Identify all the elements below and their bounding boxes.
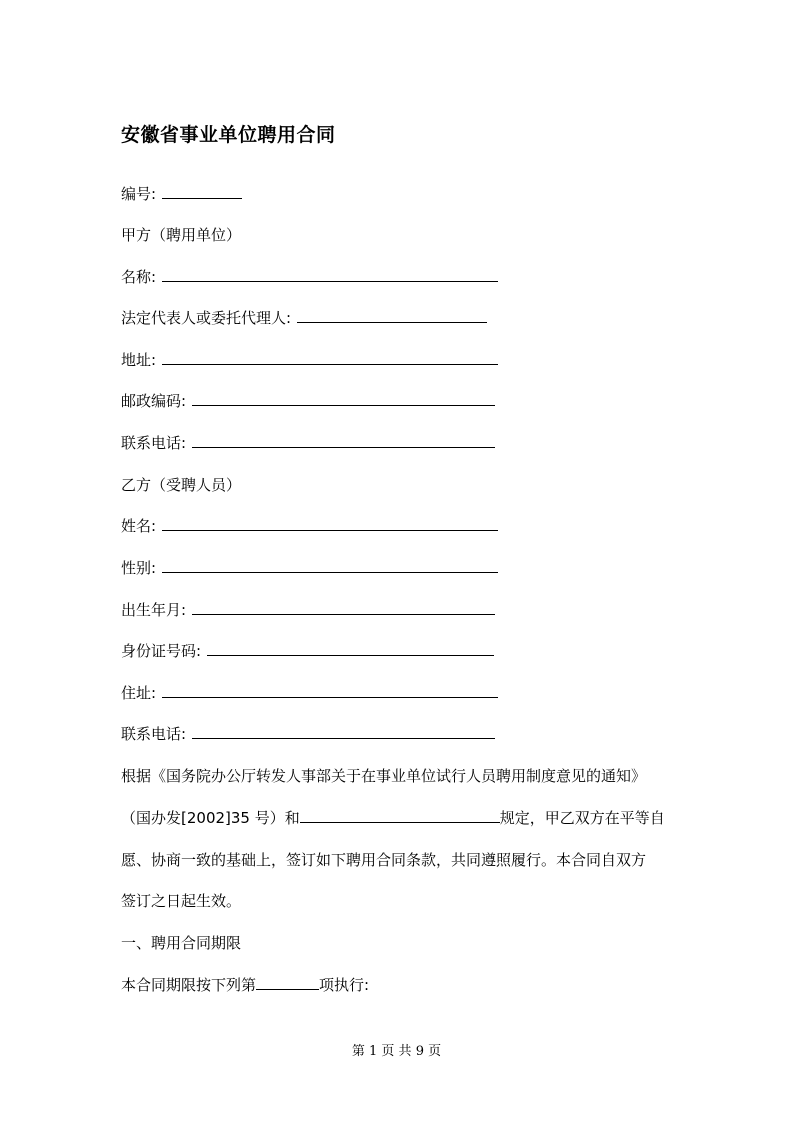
party-b-address-label: 住址: xyxy=(121,684,157,702)
party-b-address-row xyxy=(121,682,498,704)
party-b-birth-field[interactable] xyxy=(192,599,495,615)
party-b-birth-row xyxy=(121,599,495,621)
party-b-phone-field[interactable] xyxy=(192,723,495,739)
paragraph-1-line-3: 愿、协商一致的基础上，签订如下聘用合同条款，共同遵照履行。本合同自双方 xyxy=(121,851,647,869)
party-a-heading: 甲方（聘用单位） xyxy=(121,226,242,244)
party-a-name-row xyxy=(121,266,498,288)
party-b-birth-label: 出生年月: xyxy=(121,601,187,619)
party-a-postcode-field[interactable] xyxy=(192,390,495,406)
party-b-name-row xyxy=(121,515,498,537)
regulation-field[interactable] xyxy=(300,807,500,823)
paragraph-1-line-2-part-1: （国办发[2002]35 号）和 xyxy=(121,809,300,827)
party-b-phone-label: 联系电话: xyxy=(121,725,187,743)
party-a-address-label: 地址: xyxy=(121,351,157,369)
section-1-line-1-part-1: 本合同期限按下列第 xyxy=(121,976,257,994)
party-a-address-row xyxy=(121,349,498,371)
party-b-gender-row xyxy=(121,557,498,579)
section-1-line-1 xyxy=(121,974,369,996)
party-b-gender-label: 性别: xyxy=(121,559,157,577)
paragraph-1-line-1: 根据《国务院办公厅转发人事部关于在事业单位试行人员聘用制度意见的通知》 xyxy=(121,767,647,785)
party-a-rep-field[interactable] xyxy=(297,307,487,323)
party-a-name-field[interactable] xyxy=(162,266,498,282)
paragraph-1-line-2 xyxy=(121,807,665,829)
paragraph-1-line-2-part-2: 规定，甲乙双方在平等自 xyxy=(499,809,665,827)
paragraph-1-line-4: 签订之日起生效。 xyxy=(121,892,242,910)
party-b-id-row xyxy=(121,640,494,662)
section-1-heading: 一、聘用合同期限 xyxy=(121,934,242,952)
party-a-phone-row xyxy=(121,432,495,454)
term-option-field[interactable] xyxy=(256,974,319,990)
party-a-name-label: 名称: xyxy=(121,268,157,286)
party-a-phone-field[interactable] xyxy=(192,432,495,448)
party-a-phone-label: 联系电话: xyxy=(121,434,187,452)
document-title: 安徽省事业单位聘用合同 xyxy=(121,124,336,146)
party-a-postcode-label: 邮政编码: xyxy=(121,392,187,410)
party-b-gender-field[interactable] xyxy=(162,557,498,573)
party-b-phone-row xyxy=(121,723,495,745)
page-footer: 第 1 页 共 9 页 xyxy=(351,1044,442,1059)
contract-number-row xyxy=(121,183,242,205)
party-b-heading: 乙方（受聘人员） xyxy=(121,476,242,494)
contract-number-field[interactable] xyxy=(162,183,242,199)
party-a-address-field[interactable] xyxy=(162,349,498,365)
party-b-name-label: 姓名: xyxy=(121,517,157,535)
party-b-id-field[interactable] xyxy=(207,640,494,656)
party-a-postcode-row xyxy=(121,390,495,412)
party-b-address-field[interactable] xyxy=(162,682,498,698)
party-a-rep-row xyxy=(121,307,487,329)
party-b-name-field[interactable] xyxy=(162,515,498,531)
party-b-id-label: 身份证号码: xyxy=(121,642,202,660)
contract-number-label: 编号: xyxy=(121,185,157,203)
party-a-rep-label: 法定代表人或委托代理人: xyxy=(121,309,292,327)
section-1-line-1-part-2: 项执行: xyxy=(319,976,370,994)
